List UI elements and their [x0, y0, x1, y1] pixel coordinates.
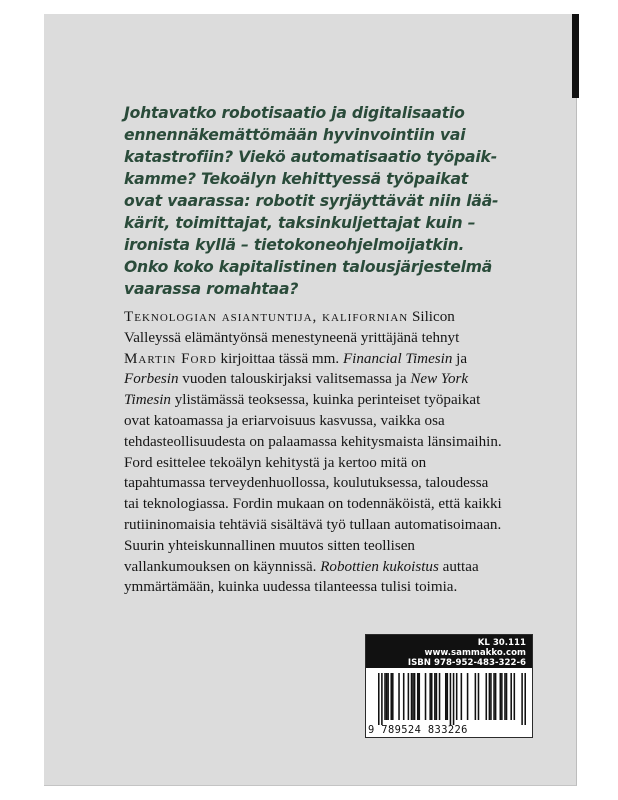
publication-name: Forbesin: [124, 371, 179, 388]
barcode-bar: [411, 673, 413, 720]
barcode-header: [366, 635, 532, 668]
lead-smallcaps: Teknologian asiantuntija, kalifornian: [124, 309, 409, 325]
barcode-bar: [478, 673, 480, 720]
barcode-bar: [514, 673, 516, 720]
publication-name: New York Timesin: [124, 371, 469, 409]
barcode-bar: [403, 673, 405, 720]
barcode-bar: [390, 673, 392, 720]
body-text: kirjoittaa tässä mm.: [216, 350, 343, 367]
barcode-bar: [425, 673, 427, 720]
body-text: ylistämässä teoksessa, kuinka perinteiset työpaikat ovat katoamassa ja eriarvoisuus kasvussa, vaikka osa tehdasteollisuudesta on palaamassa kehitysmaista länsimaihin. Ford esittelee tekoälyn kehitystä ja kertoo mitä on tapahtumassa terveydenhuollossa, koulutuksessa, taloudessa tai teknologiassa. Fordin mukaan on todennäköistä, että kaikki rutiininomaisia tehtäviä sisältävä työ tullaan automatisoimaan. Suurin yhteiskunnallinen muutos sitten teollisen vallankumouksen on käynnissä.: [124, 392, 502, 575]
barcode-bar: [467, 673, 469, 720]
body-text: vuoden talouskirjaksi valitsemassa ja: [178, 371, 411, 388]
barcode-bar: [485, 673, 487, 720]
library-class: KL 30.111: [477, 638, 526, 648]
barcode-bar: [489, 673, 491, 720]
barcode-bar: [495, 673, 497, 720]
body-text: auttaa ymmärtämään, kuinka uudessa tilanteessa tulisi toimia.: [124, 558, 479, 596]
barcode-bar: [414, 673, 416, 720]
barcode-digits: 9 789524 833226: [368, 724, 468, 736]
barcode-bar: [434, 673, 436, 720]
barcode-bar: [381, 673, 383, 725]
publication-name: Financial Timesin: [342, 350, 453, 367]
author-name: Martin Ford: [124, 350, 217, 367]
isbn-text: ISBN 978-952-483-322-6: [407, 658, 526, 668]
blurb-line: katastrofiin? Viekö automatisaatio työpaik-: [124, 148, 497, 166]
blurb-line: ironista kyllä – tietokoneohjelmoijatkin.: [124, 236, 465, 254]
barcode-bar: [384, 673, 386, 720]
barcode-bar: [387, 673, 389, 720]
barcode-label: [365, 634, 533, 738]
barcode-bar: [429, 673, 431, 720]
body-text: Silicon Valleyssä elämäntyönsä menestyneenä yrittäjänä tehnyt: [124, 309, 460, 346]
barcode-bar: [445, 673, 447, 720]
barcode-bar: [412, 673, 414, 720]
blurb-line: Onko koko kapitalistinen talousjärjestelmä: [124, 258, 493, 276]
barcode-bar: [521, 673, 523, 725]
barcode-bar: [436, 673, 438, 720]
barcode-bar: [450, 673, 452, 725]
barcode-bar: [490, 673, 492, 720]
barcode-bar: [431, 673, 433, 720]
barcode-bar: [453, 673, 455, 725]
barcode-bar: [398, 673, 400, 720]
barcode-bar: [419, 673, 421, 720]
barcode-bar: [378, 673, 380, 725]
barcode-bar: [447, 673, 449, 720]
description-paragraph: [124, 307, 504, 598]
blurb-line: ennennäkemättömään hyvinvointiin vai: [124, 126, 466, 144]
barcode-bar: [475, 673, 477, 720]
ean-barcode: [378, 673, 526, 725]
spine-edge: [572, 14, 579, 98]
publisher-website: www.sammakko.com: [424, 648, 526, 658]
barcode-bar: [504, 673, 506, 720]
barcode-bar: [506, 673, 508, 720]
barcode-bar: [386, 673, 388, 720]
barcode-bar: [510, 673, 512, 720]
blurb-line: vaarassa romahtaa?: [124, 280, 299, 298]
barcode-bar: [500, 673, 502, 720]
blurb-line: ovat vaarassa: robotit syrjäyttävät niin lää-: [124, 192, 499, 210]
blurb-line: kamme? Tekoälyn kehittyessä työpaikat: [124, 170, 469, 188]
blurb-line: kärit, toimittajat, taksinkuljettajat kuin –: [124, 214, 476, 232]
barcode-bar: [456, 673, 458, 720]
barcode-bar: [461, 673, 463, 720]
book-title: Robottien kukoistus: [320, 558, 439, 575]
barcode-bar: [493, 673, 495, 720]
body-text: ja: [452, 350, 468, 367]
barcode-bar: [524, 673, 526, 725]
barcode-bar: [408, 673, 410, 720]
barcode-bar: [392, 673, 394, 720]
blurb-line: Johtavatko robotisaatio ja digitalisaatio: [124, 104, 465, 122]
barcode-bar: [439, 673, 441, 720]
blurb-text: [124, 102, 524, 300]
barcode-bar: [417, 673, 419, 720]
barcode-bar: [501, 673, 503, 720]
